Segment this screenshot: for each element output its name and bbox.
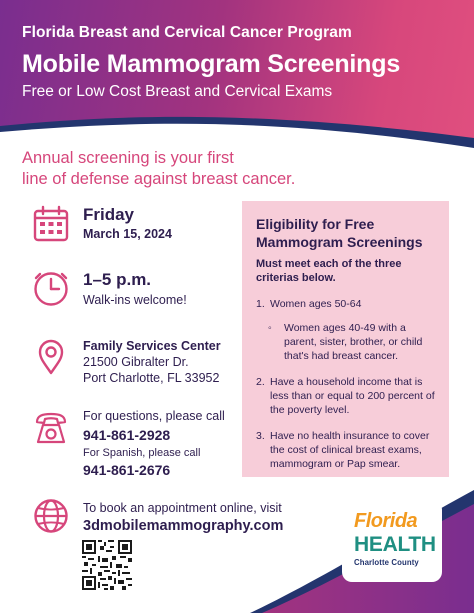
- eligibility-item: [256, 297, 435, 363]
- logo-county: Charlotte County: [354, 558, 419, 567]
- item-number: 2.: [256, 376, 265, 388]
- eligibility-subitem: [268, 321, 435, 363]
- item-number: 3.: [256, 430, 265, 442]
- sub-title: Free or Low Cost Breast and Cervical Exams: [22, 83, 333, 100]
- location-name: Family Services Center: [83, 339, 221, 353]
- program-title: Florida Breast and Cervical Cancer Program: [22, 24, 352, 41]
- booking-url[interactable]: 3dmobilemammography.com: [83, 518, 284, 534]
- qr-code[interactable]: [82, 540, 132, 590]
- location-pin-icon: [32, 338, 70, 376]
- phone-questions-label: For questions, please call: [83, 409, 225, 423]
- eligibility-item: [256, 429, 435, 471]
- phone-questions-number[interactable]: 941-861-2928: [83, 427, 171, 443]
- item-text: Have a household income that is less than or equal to 200 percent of the poverty level.: [270, 376, 435, 416]
- main-title: Mobile Mammogram Screenings: [22, 50, 401, 78]
- logo-health: HEALTH: [354, 533, 436, 556]
- time-hours: 1–5 p.m.: [83, 270, 152, 289]
- date-day: Friday: [83, 205, 135, 224]
- location-street: 21500 Gibralter Dr.: [83, 355, 189, 369]
- sub-text: Women ages 40-49 with a parent, sister, brother, or child that's had breast cancer.: [284, 322, 423, 362]
- date-full: March 15, 2024: [83, 227, 172, 241]
- globe-icon: [32, 497, 70, 535]
- tagline-line-1: Annual screening is your first: [22, 149, 234, 167]
- sub-bullet: ◦: [268, 322, 272, 334]
- clock-icon: [32, 270, 70, 308]
- logo-florida: Florida: [354, 510, 418, 532]
- phone-spanish-label: For Spanish, please call: [83, 447, 201, 459]
- item-number: 1.: [256, 298, 265, 310]
- eligibility-list: [256, 297, 435, 471]
- eligibility-title: [256, 215, 435, 251]
- booking-label: To book an appointment online, visit: [83, 501, 282, 515]
- eligibility-title-line-2: Mammogram Screenings: [256, 234, 423, 250]
- eligibility-title-line-1: Eligibility for Free: [256, 216, 375, 232]
- eligibility-item: [256, 375, 435, 417]
- phone-spanish-number[interactable]: 941-861-2676: [83, 462, 171, 478]
- location-city: Port Charlotte, FL 33952: [83, 371, 220, 385]
- tagline-line-2: line of defense against breast cancer.: [22, 170, 296, 188]
- telephone-icon: [32, 410, 70, 448]
- calendar-icon: [32, 205, 70, 243]
- tagline: [22, 148, 342, 190]
- item-text: Have no health insurance to cover the cost of clinical breast exams, mammogram or Pap smear.: [270, 430, 430, 470]
- eligibility-box: [242, 201, 449, 477]
- time-note: Walk-ins welcome!: [83, 293, 187, 307]
- eligibility-subtitle: Must meet each of the three criterias below.: [256, 258, 402, 284]
- item-text: Women ages 50-64: [270, 298, 362, 310]
- florida-health-logo: [342, 500, 442, 582]
